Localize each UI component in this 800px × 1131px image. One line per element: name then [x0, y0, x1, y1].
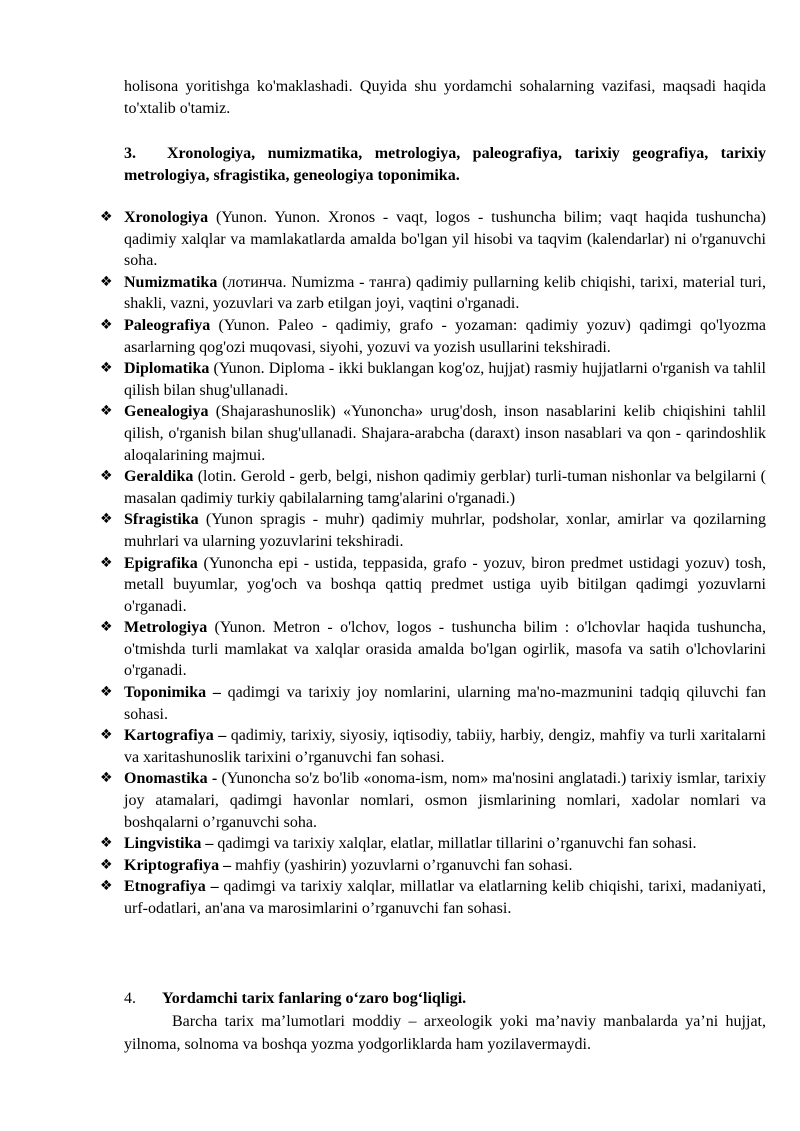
list-item [100, 855, 766, 877]
diamond-bullet-icon: ❖ [100, 209, 113, 225]
list-item-text: (Yunon. Yunon. Xronos - vaqt, logos - tushuncha bilim; vaqt haqida tushuncha) qadimiy xalqlar va mamlakatlarda amalda bo'lgan yil hisobi va taqvim (kalendarlar) ni o'rganuvchi soha. [124, 209, 766, 270]
list-item-text: qadimgi va tarixiy xalqlar, millatlar va elatlarning kelib chiqishi, tarixi, madaniyati, urf-odatlari, an'ana va marosimlarini o’rganuvchi fan sohasi. [124, 878, 767, 917]
list-item [100, 315, 766, 358]
section-3-title: Xronologiya, numizmatika, metrologiya, paleografiya, tarixiy geografiya, tarixiy metrologiya, sfragistika, geneologiya toponimika. [124, 145, 766, 184]
list-item-term: Metrologiya [124, 619, 208, 637]
diamond-bullet-icon: ❖ [100, 468, 113, 485]
diamond-bullet-icon: ❖ [100, 403, 113, 420]
list-item [100, 617, 766, 682]
diamond-bullet-icon: ❖ [100, 684, 113, 701]
list-item-term: Diplomatika [124, 360, 210, 378]
list-item-text: (Shajarashunoslik) «Yunoncha» urug'dosh, inson nasablarini kelib chiqishini tahlil qilish, o'rganish bilan shug'ullanadi. Shajara-arabcha (daraxt) inson nasablari va qon - qarindoshlik aloqalarining majmui. [124, 403, 766, 464]
diamond-bullet-icon: ❖ [100, 727, 113, 744]
list-item-text: qadimgi va tarixiy joy nomlarini, ularning ma'no-mazmunini tadqiq qiluvchi fan sohasi. [124, 684, 766, 723]
list-item-term: Geraldika [124, 468, 194, 486]
list-item [100, 725, 766, 768]
list-item [100, 876, 766, 919]
list-item [100, 358, 766, 401]
list-item-term: Genealogiya [124, 403, 209, 421]
diamond-bullet-icon: ❖ [100, 619, 113, 636]
list-item [100, 682, 766, 725]
intro-paragraph: holisona yoritishga ko'maklashadi. Quyida shu yordamchi sohalarning vazifasi, maqsadi haqida to'xtalib o'tamiz. [124, 78, 766, 117]
section-4-number: 4. [124, 990, 136, 1007]
list-item-text: (lotin. Gerold - gerb, belgi, nishon qadimiy gerblar) turli-tuman nishonlar va belgilarni ( masalan qadimiy turkiy qabilalarning tamg'alarini o'rganadi.) [124, 468, 766, 507]
list-item [100, 466, 766, 509]
list-item-term: Etnografiya – [124, 878, 219, 896]
list-item-term: Xronologiya [124, 209, 209, 226]
list-item [100, 401, 766, 466]
diamond-bullet-icon: ❖ [100, 856, 113, 873]
list-item-term: Paleografiya [124, 316, 211, 334]
list-item-term: Epigrafika [124, 554, 198, 572]
list-item-text: (лотинча. Numizma - танга) qadimiy pullarning kelib chiqishi, tarixi, material turi, shakli, vazni, yozuvlari va zarb etilgan joyi, vaqtini o'rganadi. [124, 273, 766, 313]
list-item-term: Kriptografiya – [124, 856, 232, 874]
list-item-term: Toponimika – [124, 684, 221, 702]
diamond-bullet-icon: ❖ [100, 770, 113, 787]
list-item-text: qadimgi va tarixiy xalqlar, elatlar, millatlar tillarini o’rganuvchi fan sohasi. [213, 835, 697, 853]
list-item [100, 553, 766, 618]
section-3-heading [124, 143, 766, 186]
list-item [100, 833, 766, 855]
section-3-number: 3. [124, 145, 136, 162]
list-item-term: Kartografiya – [124, 727, 227, 745]
list-item [100, 509, 766, 552]
diamond-bullet-icon: ❖ [100, 554, 113, 571]
section-4-title: Yordamchi tarix fanlaring o‘zaro bog‘liqligi. [162, 990, 467, 1007]
section-4-heading [124, 988, 766, 1010]
diamond-bullet-icon: ❖ [100, 316, 113, 333]
list-item [100, 272, 766, 315]
section-4-paragraph: Barcha tarix ma’lumotlari moddiy – arxeologik yoki ma’naviy manbalarda ya’ni hujjat, yilnoma, solnoma va boshqa yozma yodgorliklarda ham yozilavermaydi. [124, 1013, 766, 1053]
diamond-bullet-icon: ❖ [100, 511, 113, 528]
diamond-bullet-icon: ❖ [100, 878, 113, 895]
list-item-text: (Yunoncha epi - ustida, teppasida, grafo - yozuv, biron predmet ustidagi yozuv) tosh, metall buyumlar, yog'och va boshqa qattiq predmet ustiga uyib bitilgan qadimgi yozuvlarni o'rganadi. [124, 554, 766, 615]
list-item-text: (Yunon. Paleo - qadimiy, grafo - yozaman: qadimiy yozuv) qadimgi qo'lyozma asarlarning qog'ozi muqovasi, siyohi, yozuvi va yozish usullarini tekshiradi. [124, 316, 766, 356]
list-item-text: (Yunon. Metron - o'lchov, logos - tushuncha bilim : o'lchovlar haqida tushuncha, o'tmishda turli mamlakat va xalqlar orasida amalda bo'lgan ogirlik, masofa va satih o'lchovlarini o'rganadi. [124, 619, 766, 680]
list-item [100, 207, 766, 272]
list-item-term: Onomastika - [124, 770, 218, 788]
list-item-term: Sfragistika [124, 511, 199, 529]
list-item-text: (Yunon spragis - muhr) qadimiy muhrlar, podsholar, xonlar, amirlar va qozilarning muhrlari va ularning yozuvlarini tekshiradi. [124, 511, 766, 550]
list-item-term: Numizmatika [124, 273, 218, 291]
diamond-bullet-icon: ❖ [100, 273, 113, 290]
diamond-bullet-icon: ❖ [100, 360, 113, 377]
list-item [100, 768, 766, 833]
list-item-term: Lingvistika – [124, 835, 214, 853]
list-item-text: qadimiy, tarixiy, siyosiy, iqtisodiy, tabiiy, harbiy, dengiz, mahfiy va turli xaritalarni va xaritashunoslik tarixini o’rganuvchi fan sohasi. [124, 727, 767, 766]
discipline-list [100, 207, 766, 920]
list-item-text: (Yunon. Diploma - ikki buklangan kog'oz, hujjat) rasmiy hujjatlarni o'rganish va tahlil qilish bilan shug'ullanadi. [124, 360, 766, 399]
list-item-text: (Yunoncha so'z bo'lib «onoma-ism, nom» ma'nosini anglatadi.) tarixiy ismlar, tarixiy joy atamalari, qadimgi havonlar nomlari, osmon jismlarining nomlari, xadolar nomlari va boshqalarni o’rganuvchi soha. [124, 770, 766, 831]
list-item-text: mahfiy (yashirin) yozuvlarni o’rganuvchi fan sohasi. [231, 856, 573, 874]
diamond-bullet-icon: ❖ [100, 835, 113, 852]
